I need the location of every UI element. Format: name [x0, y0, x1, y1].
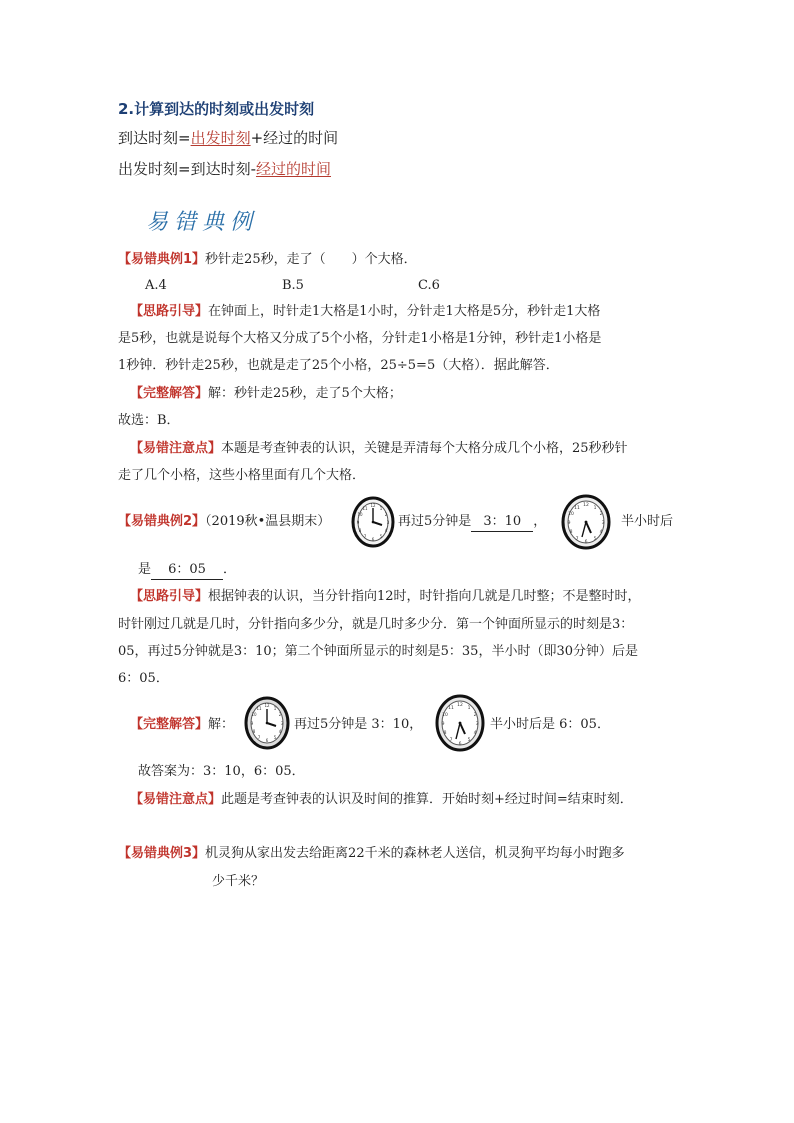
svg-text:7: 7	[363, 534, 367, 539]
svg-text:5: 5	[273, 735, 277, 740]
ex3-question1: 机灵狗从家出发去给距离22千米的森林老人送信，机灵狗平均每小时跑多	[205, 846, 625, 861]
formula-arrival	[118, 127, 338, 148]
ex3-tag: 【易错典例3】	[118, 846, 206, 861]
svg-text:12: 12	[457, 703, 463, 708]
svg-text:11: 11	[448, 706, 454, 711]
svg-text:2: 2	[384, 512, 388, 517]
svg-text:11: 11	[362, 506, 368, 511]
ex2-blank1: 3：10	[471, 513, 533, 532]
ex1-answer-tag: 【完整解答】	[130, 386, 209, 401]
svg-text:3: 3	[475, 722, 479, 727]
ex2-guide-line3: 05，再过5分钟就是3：10；第二个钟面所显示的时刻是5：35，半小时（即30分钟）后是	[118, 644, 638, 659]
ex1-note-line2: 走了几个小格，这些小格里面有几个大格．	[118, 468, 366, 483]
svg-text:1: 1	[379, 506, 383, 511]
svg-text:10: 10	[251, 712, 257, 717]
svg-text:8: 8	[569, 530, 573, 535]
svg-text:11: 11	[574, 506, 580, 511]
formula-arrival-lhs: 到达时刻=	[118, 129, 191, 147]
svg-text:7: 7	[257, 735, 261, 740]
clock-icon	[435, 694, 485, 752]
formula-arrival-departure: 出发时刻	[190, 129, 251, 147]
svg-text:3: 3	[386, 520, 390, 525]
ex2-q-part1: 再过5分钟是	[398, 514, 472, 529]
ex1-answer-line	[130, 380, 402, 407]
ex1-note-tag: 【易错注意点】	[130, 441, 222, 456]
svg-text:5: 5	[593, 537, 597, 542]
ex1-question-line	[118, 246, 417, 273]
clock-icon	[561, 494, 611, 550]
ex2-answer-tag: 【完整解答】	[130, 717, 209, 732]
svg-text:10: 10	[357, 512, 363, 517]
ex2-final-answer: 故答案为：3：10，6：05．	[138, 764, 305, 779]
formula-departure-elapsed: 经过的时间	[255, 160, 331, 178]
ex1-guide-line2: 是5秒，也就是说每个大格又分成了5个小格，分针走1小格是1分钟，秒针走1小格是	[118, 331, 602, 346]
svg-text:8: 8	[358, 528, 362, 533]
svg-text:1: 1	[467, 706, 471, 711]
ex2-answer-mid: 再过5分钟是 3：10，	[294, 717, 423, 732]
svg-text:6: 6	[265, 738, 269, 743]
banner-title: 易错典例	[146, 210, 259, 235]
svg-text:7: 7	[575, 537, 579, 542]
ex3-question-line1	[118, 840, 625, 867]
ex2-question-line1	[118, 508, 330, 535]
ex1-option-b: B.5	[282, 278, 304, 293]
ex1-guide-text1: 在钟面上，时针走1大格是1小时，分针走1大格是5分，秒针走1大格	[208, 304, 601, 319]
ex1-question: 秒针走25秒，走了（ ）个大格．	[205, 252, 417, 267]
ex2-note-text: 此题是考查钟表的认识及时间的推算．开始时刻+经过时间=结束时刻．	[221, 792, 633, 807]
ex2-q-part5: ．	[223, 562, 237, 577]
svg-text:12: 12	[583, 503, 589, 508]
svg-text:1: 1	[273, 706, 277, 711]
svg-text:1: 1	[593, 506, 597, 511]
clock-icon	[351, 496, 395, 548]
ex2-answer-post: 半小时后是 6：05．	[490, 717, 610, 732]
ex2-question-part	[398, 508, 546, 535]
ex2-answer-pre: 解：	[208, 717, 235, 732]
ex1-option-c: C.6	[418, 278, 440, 293]
svg-text:12: 12	[370, 503, 376, 508]
formula-departure-lhs: 出发时刻=到达时刻-	[118, 160, 256, 178]
formula-arrival-rest: +经过的时间	[250, 129, 339, 147]
svg-text:10: 10	[442, 713, 448, 718]
ex2-note-line	[130, 786, 633, 813]
ex2-answer-line	[130, 711, 234, 738]
svg-text:4: 4	[599, 530, 603, 535]
svg-text:9: 9	[567, 521, 571, 526]
svg-text:9: 9	[356, 520, 360, 525]
clock-icon	[244, 696, 290, 750]
formula-departure	[118, 158, 331, 179]
section-title: 2.计算到达的时刻或出发时刻	[118, 100, 315, 118]
svg-text:4: 4	[278, 729, 282, 734]
ex1-option-a: A.4	[145, 278, 167, 293]
svg-text:6: 6	[458, 742, 462, 747]
ex2-guide-line1	[130, 583, 641, 610]
svg-text:5: 5	[467, 738, 471, 743]
svg-text:3: 3	[601, 521, 605, 526]
ex2-guide-tag: 【思路引导】	[130, 589, 209, 604]
svg-text:10: 10	[568, 512, 574, 517]
ex1-guide-line1	[130, 298, 600, 325]
ex1-choice: 故选：B．	[118, 413, 180, 428]
ex2-question-line2	[138, 556, 236, 583]
svg-text:9: 9	[250, 721, 254, 726]
ex2-source: （2019秋•温县期末）	[205, 514, 331, 529]
svg-text:2: 2	[278, 712, 282, 717]
ex2-q-part4: 是	[138, 562, 152, 577]
ex2-guide-text1: 根据钟表的认识，当分针指向12时，时针指向几就是几时整；不是整时时，	[208, 589, 641, 604]
ex1-note-text1: 本题是考查钟表的认识，关键是弄清每个大格分成几个小格，25秒秒针	[221, 441, 628, 456]
ex2-q-part2: ，	[533, 514, 547, 529]
ex1-tag: 【易错典例1】	[118, 252, 206, 267]
svg-text:2: 2	[599, 512, 603, 517]
ex2-blank2: 6：05	[151, 561, 223, 580]
svg-text:12: 12	[264, 703, 270, 708]
svg-text:8: 8	[443, 731, 447, 736]
svg-text:5: 5	[379, 534, 383, 539]
svg-text:9: 9	[441, 722, 445, 727]
ex2-guide-line4: 6：05．	[118, 671, 169, 686]
svg-text:6: 6	[371, 537, 375, 542]
ex2-q-part3: 半小时后	[621, 514, 674, 529]
ex1-guide-tag: 【思路引导】	[130, 304, 209, 319]
svg-text:6: 6	[584, 540, 588, 545]
svg-text:11: 11	[256, 706, 262, 711]
ex2-note-tag: 【易错注意点】	[130, 792, 222, 807]
svg-text:8: 8	[252, 729, 256, 734]
svg-text:2: 2	[473, 713, 477, 718]
ex1-note-line1	[130, 435, 628, 462]
svg-text:4: 4	[384, 528, 388, 533]
svg-text:3: 3	[280, 721, 284, 726]
ex1-answer: 解：秒针走25秒，走了5个大格；	[208, 386, 402, 401]
svg-text:7: 7	[449, 738, 453, 743]
ex1-guide-line3: 1秒钟．秒针走25秒，也就是走了25个小格，25÷5=5（大格）．据此解答．	[118, 358, 559, 373]
ex3-question-line2: 少千米？	[212, 874, 265, 889]
ex2-tag: 【易错典例2】	[118, 514, 206, 529]
svg-text:4: 4	[473, 731, 477, 736]
ex2-guide-line2: 时针刚过几就是几时，分针指向多少分，就是几时多少分．第一个钟面所显示的时刻是3：	[118, 617, 634, 632]
